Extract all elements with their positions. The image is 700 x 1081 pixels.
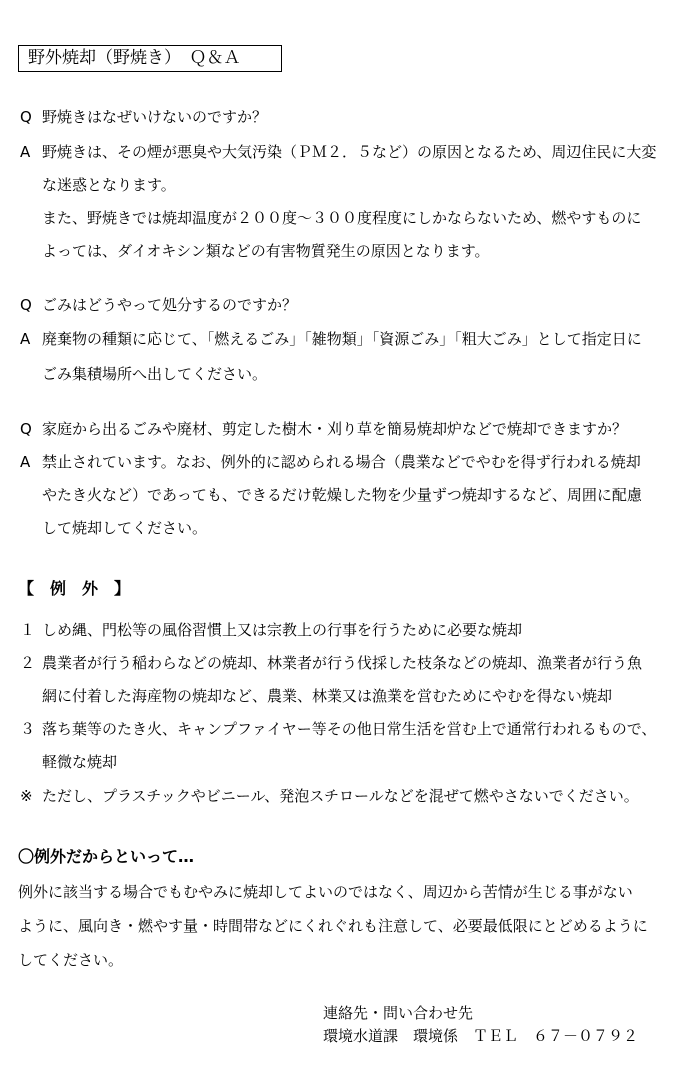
q-mark: Q [20, 296, 32, 314]
answer-text: また、野焼きでは焼却温度が２００度～３００度程度にしかならないため、燃やすものに [42, 209, 642, 227]
exceptions-heading: 【 例 外 】 [18, 579, 131, 598]
answer-text: ごみ集積場所へ出してください。 [42, 365, 268, 383]
item-number: １ [20, 621, 36, 639]
item-text: 網に付着した海産物の焼却など、農業、林業又は漁業を営むためにやむを得ない焼却 [42, 687, 613, 705]
a-mark: A [20, 453, 31, 471]
question-3 [20, 419, 627, 440]
answer-3 [20, 452, 641, 473]
question-text: ごみはどうやって処分するのですか？ [42, 296, 298, 314]
answer-text: 禁止されています。なお、例外的に認められる場合（農業などでやむを得ず行われる焼却 [42, 453, 641, 471]
caution-text: 例外に該当する場合でもむやみに焼却してよいのではなく、周辺から苦情が生じる事がない [18, 883, 633, 901]
q-mark: Q [20, 108, 32, 126]
item-number: ２ [20, 654, 36, 672]
item-text: 落ち葉等のたき火、キャンプファイヤー等その他日常生活を営む上で通常行われるもので、 [42, 720, 657, 738]
answer-1 [20, 142, 656, 163]
item-number: ３ [20, 720, 36, 738]
note-mark: ※ [20, 787, 33, 805]
exception-item-3 [20, 719, 656, 740]
answer-text: 野焼きは、その煙が悪臭や大気汚染（ＰＭ２．５など）の原因となるため、周辺住民に大変 [42, 143, 657, 161]
q-mark: Q [20, 420, 32, 438]
question-2 [20, 295, 297, 316]
answer-text: して焼却してください。 [42, 519, 208, 537]
item-text: 軽微な焼却 [42, 753, 118, 771]
caution-text: してください。 [18, 951, 124, 969]
page-title: 野外焼却（野焼き） Ｑ＆Ａ [18, 45, 282, 72]
caution-heading: 〇例外だからといって… [18, 847, 195, 866]
contact-dept: 環境水道課 環境係 ＴＥＬ ６７－０７９２ [323, 1027, 639, 1045]
answer-text: 廃棄物の種類に応じて、「燃えるごみ」「雑物類」「資源ごみ」「粗大ごみ」として指定日に [42, 330, 642, 348]
caution-text: ように、風向き・燃やす量・時間帯などにくれぐれも注意して、必要最低限にとどめるように [18, 917, 648, 935]
item-text: しめ縄、門松等の風俗習慣上又は宗教上の行事を行うために必要な焼却 [42, 621, 523, 639]
exception-note [20, 786, 639, 807]
a-mark: A [20, 143, 31, 161]
answer-text: やたき火など）であっても、できるだけ乾燥した物を少量ずつ焼却するなど、周囲に配慮 [42, 486, 642, 504]
question-text: 野焼きはなぜいけないのですか？ [42, 108, 268, 126]
item-text: 農業者が行う稲わらなどの焼却、林業者が行う伐採した枝条などの焼却、漁業者が行う魚 [42, 654, 643, 672]
exception-item-1 [20, 620, 522, 641]
answer-text: な迷惑となります。 [42, 176, 176, 194]
answer-text: よっては、ダイオキシン類などの有害物質発生の原因となります。 [42, 242, 490, 260]
question-1 [20, 107, 267, 128]
a-mark: A [20, 330, 31, 348]
note-text: ただし、プラスチックやビニール、発泡スチロールなどを混ぜて燃やさないでください。 [42, 787, 639, 805]
exception-item-2 [20, 653, 642, 674]
question-text: 家庭から出るごみや廃材、剪定した樹木・刈り草を簡易焼却炉などで焼却できますか？ [42, 420, 628, 438]
contact-label: 連絡先・問い合わせ先 [323, 1004, 474, 1022]
answer-2 [20, 329, 642, 350]
